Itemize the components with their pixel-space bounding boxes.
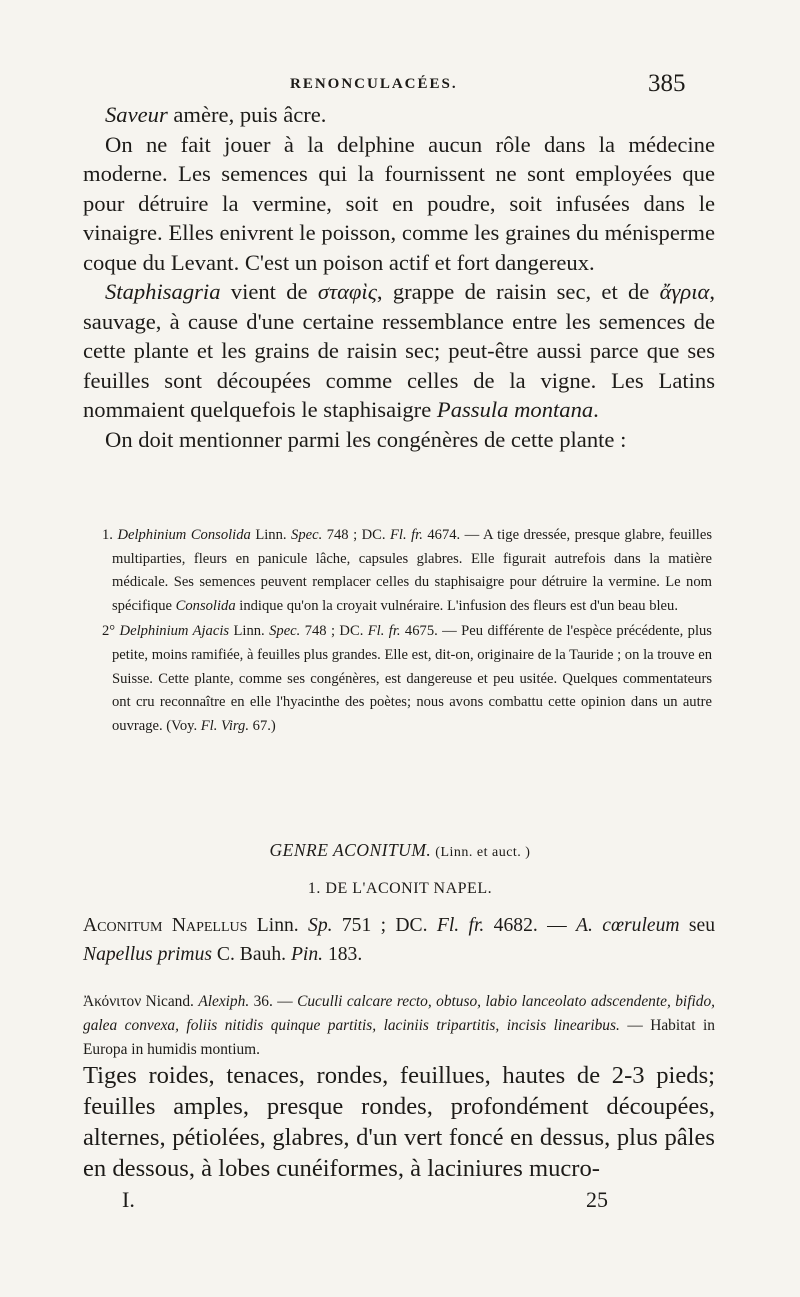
synonymy-line bbox=[83, 912, 715, 969]
note-text: 748 ; DC. bbox=[322, 527, 391, 543]
page-number: 385 bbox=[648, 70, 686, 97]
note-consolida bbox=[102, 524, 713, 618]
synonymy bbox=[83, 912, 715, 969]
saveur-text: amère, puis âcre. bbox=[167, 102, 327, 127]
diag-text: 36. — bbox=[249, 993, 298, 1010]
species-name: Delphinium Consolida bbox=[117, 527, 251, 543]
ref-alexiph: Alexiph. bbox=[198, 993, 250, 1010]
ref-sp: Sp. bbox=[308, 915, 333, 936]
species-heading: 1. DE L'ACONIT NAPEL. bbox=[307, 880, 493, 897]
latin-description: Cuculli calcare recto, obtuso, labio lanceolato adscendente, bifido, galea convexa, foliis nitidis quinque partitis, laciniis tripartitis, incisis linearibus. bbox=[83, 993, 715, 1034]
description-text: Tiges roides, tenaces, rondes, feuillues, hautes de 2-3 pieds; feuilles amples, presque rondes, profondément découpées, alternes, pétiolées, glabres, d'un vert foncé en dessus, plus pâles en dessous, à lobes cunéiformes, à laciniures mucro- bbox=[83, 1062, 715, 1182]
note-text: 67.) bbox=[249, 717, 276, 734]
note-number: 2° bbox=[102, 623, 116, 640]
syn-text: 751 ; DC. bbox=[332, 915, 437, 936]
paragraph-congeneres: On doit mentionner parmi les congénères de cette plante : bbox=[105, 426, 627, 452]
aconitum-name: Aconitum Napellus bbox=[83, 915, 248, 936]
main-text bbox=[83, 100, 715, 454]
paragraph-etymology bbox=[83, 277, 715, 425]
napellus-name: Napellus primus bbox=[83, 943, 213, 965]
note-text: 748 ; DC. bbox=[300, 623, 368, 640]
etym-text-a: vient de bbox=[220, 279, 318, 304]
syn-text: 183. bbox=[323, 943, 363, 965]
running-title: RENONCULACÉES. bbox=[290, 76, 458, 92]
syn-text: seu bbox=[679, 915, 716, 936]
note-text: 4674. — A tige dressée, presque glabre, feuilles multiparties, fleurs en panicule lâche, capsules glabres. Elle figurait autrefois dans la matière médicale. Ses semences peuvent remplacer celles du staphisaigre pour détruire la vermine. Le nom spécifique bbox=[112, 527, 713, 614]
syn-text: 4682. — bbox=[484, 915, 577, 936]
ref-flore: Fl. fr. bbox=[367, 623, 401, 640]
caeruleum-name: A. cœruleum bbox=[576, 915, 680, 936]
note-text: indique qu'on la croyait vulnéraire. L'infusion des fleurs est d'un beau bleu. bbox=[235, 597, 678, 614]
paragraph-saveur bbox=[83, 100, 715, 130]
morphology-description bbox=[83, 1060, 715, 1184]
etym-text-b: , grappe de raisin sec, et de bbox=[376, 279, 660, 304]
syn-text: C. Bauh. bbox=[212, 943, 291, 965]
species-name: Delphinium Ajacis bbox=[119, 623, 230, 640]
note-number: 1. bbox=[102, 527, 113, 543]
note-text: Linn. bbox=[229, 623, 270, 640]
habitat-text: — Habitat in Europa in humidis montium. bbox=[83, 1017, 715, 1058]
greek-akoniton: Ἀκόνιτον bbox=[83, 993, 142, 1010]
greek-agria: ἄγρια bbox=[659, 279, 710, 304]
paragraph-medecine: On ne fait jouer à la delphine aucun rôle dans la médecine moderne. Les semences qui la fournissent ne sont employées que pour détruire la vermine, soit en poudre, soit infusées dans le vinaigre. Elles enivrent le poisson, comme les graines du ménisperme coque du Levant. C'est un poison actif et fort dangereux. bbox=[83, 131, 715, 275]
ref-spec: Spec. bbox=[269, 623, 301, 640]
genus-authority: (Linn. et auct. ) bbox=[431, 845, 531, 860]
syn-text: Linn. bbox=[247, 915, 309, 936]
genus-heading bbox=[0, 840, 800, 861]
ref-flore: Fl. fr. bbox=[390, 527, 423, 543]
genus-name: GENRE ACONITUM. bbox=[269, 840, 432, 860]
ref-flore: Fl. fr. bbox=[436, 915, 485, 936]
diagnosis-text bbox=[83, 990, 715, 1062]
ref-spec: Spec. bbox=[291, 527, 323, 543]
note-text: 4675. — Peu différente de l'espèce précédente, plus petite, moins ramifiée, à feuilles plus grandes. Elle est, dit-on, originaire de la Tauride ; on la trouve en Suisse. Cette plante, comme ses congénères, est dangereuse et peu usitée. Quelques commentateurs ont cru reconnaître en elle l'hyacinthe des poètes; nous avons combattu cette opinion dans un autre ouvrage. (Voy. bbox=[112, 623, 712, 734]
passula-term: Passula montana bbox=[436, 397, 594, 422]
ref-pin: Pin. bbox=[290, 943, 324, 965]
species-notes bbox=[102, 524, 713, 740]
signature-mark: I. bbox=[122, 1187, 135, 1212]
note-text: Linn. bbox=[250, 527, 292, 543]
note-ajacis bbox=[102, 620, 712, 738]
greek-staphis: σταφὶς bbox=[317, 279, 377, 304]
consolida-term: Consolida bbox=[175, 597, 236, 614]
sheet-number: 25 bbox=[586, 1187, 608, 1212]
latin-diagnosis bbox=[83, 990, 715, 1062]
staphisagria-term: Staphisagria bbox=[105, 279, 221, 304]
diag-text: Nicand. bbox=[141, 993, 199, 1010]
ref-virg: Fl. Virg. bbox=[200, 717, 249, 734]
etym-text-c: , sauvage, à cause d'une certaine ressemblance entre les semences de cette plante et les grains de raisin sec; peut-être aussi parce que ses feuilles sont découpées comme celles de la vigne. Les Latins nommaient quelquefois le staphisaigre bbox=[83, 279, 716, 422]
etym-text-end: . bbox=[593, 397, 599, 422]
saveur-label: Saveur bbox=[105, 102, 168, 127]
